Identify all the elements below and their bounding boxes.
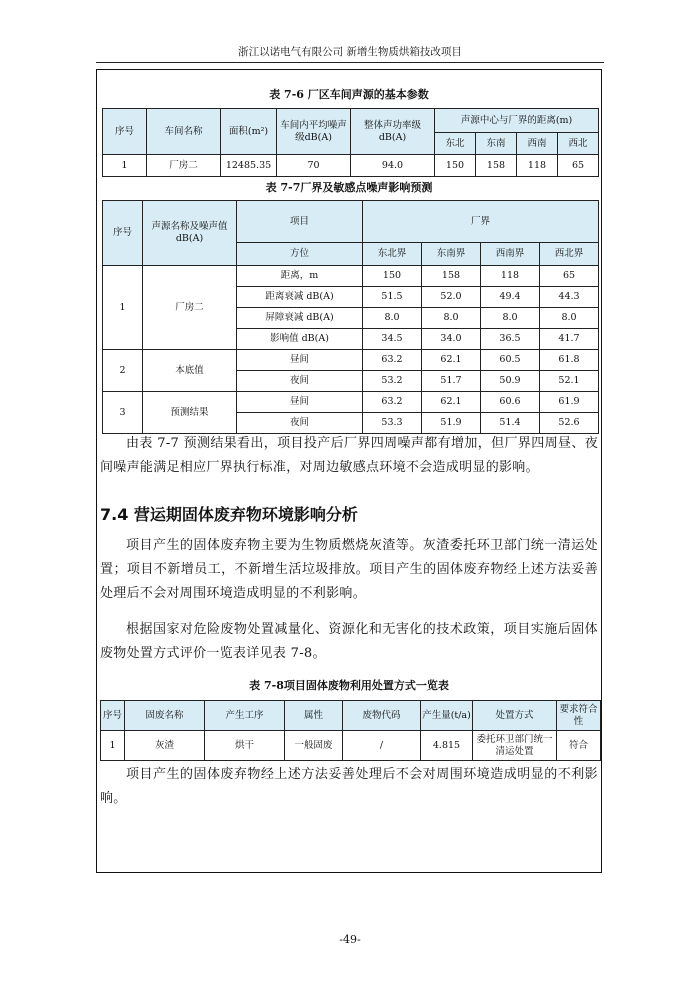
cell: 52.1 — [540, 371, 599, 392]
table-7-6 — [102, 108, 599, 177]
cell: 63.2 — [363, 350, 422, 371]
header-cell: 西北界 — [540, 243, 599, 266]
cell: 60.5 — [481, 350, 540, 371]
cell: 36.5 — [481, 329, 540, 350]
paragraph-policy: 根据国家对危险废物处置减量化、资源化和无害化的技术政策，项目实施后固体废物处置方式评价一览表详见表 7-8。 — [100, 622, 598, 661]
cell: 94.0 — [351, 155, 435, 177]
sub-header-cell: 东南 — [476, 133, 517, 155]
seq-cell: 3 — [103, 392, 143, 434]
header-cell: 车间名称 — [147, 109, 221, 155]
sub-header-cell: 西北 — [558, 133, 599, 155]
cell: 65 — [558, 155, 599, 177]
cell: 150 — [363, 266, 422, 287]
header-cell: 序号 — [103, 109, 147, 155]
cell: 1 — [103, 155, 147, 177]
sub-header-cell: 东北 — [435, 133, 476, 155]
cell: 委托环卫部门统一清运处置 — [473, 731, 557, 761]
cell: 厂房二 — [147, 155, 221, 177]
cell: 51.4 — [481, 413, 540, 434]
cell: 118 — [481, 266, 540, 287]
cell: 41.7 — [540, 329, 599, 350]
cell: 65 — [540, 266, 599, 287]
label-cell: 影响值 dB(A) — [237, 329, 363, 350]
table-row — [101, 731, 601, 761]
cell: 12485.35 — [221, 155, 277, 177]
cell: 158 — [422, 266, 481, 287]
table-7-6-caption: 表 7-6 厂区车间声源的基本参数 — [269, 88, 429, 101]
header-cell: 废物代码 — [343, 701, 421, 731]
table-7-7 — [102, 200, 599, 434]
cell: 53.3 — [363, 413, 422, 434]
header-cell: 西南界 — [481, 243, 540, 266]
cell: 62.1 — [422, 392, 481, 413]
header-cell: 要求符合性 — [557, 701, 601, 731]
cell: 34.5 — [363, 329, 422, 350]
cell: 一般固废 — [285, 731, 343, 761]
table-7-8-caption: 表 7-8项目固体废物利用处置方式一览表 — [249, 679, 449, 692]
header-cell: 属性 — [285, 701, 343, 731]
table-row — [103, 266, 599, 287]
paragraph-solid-waste: 项目产生的固体废弃物主要为生物质燃烧灰渣等。灰渣委托环卫部门统一清运处置；项目不新增员工，不新增生活垃圾排放。项目产生的固体废弃物经上述方法妥善处理后不会对周围环境造成明显的不利影响。 — [100, 538, 598, 601]
page-header: 浙江以诺电气有限公司 新增生物质烘箱技改项目 — [238, 46, 462, 58]
header-cell: 固废名称 — [125, 701, 205, 731]
section-heading: 7.4 营运期固体废弃物环境影响分析 — [100, 505, 358, 524]
table-row — [103, 392, 599, 413]
cell: 52.6 — [540, 413, 599, 434]
cell: 8.0 — [481, 308, 540, 329]
seq-cell: 2 — [103, 350, 143, 392]
cell: 4.815 — [421, 731, 473, 761]
sub-header-cell: 西南 — [517, 133, 558, 155]
cell: 150 — [435, 155, 476, 177]
header-cell: 东北界 — [363, 243, 422, 266]
label-cell: 夜间 — [237, 371, 363, 392]
cell: / — [343, 731, 421, 761]
label-cell: 夜间 — [237, 413, 363, 434]
header-cell: 面积(m²) — [221, 109, 277, 155]
paragraph-closing: 项目产生的固体废弃物经上述方法妥善处理后不会对周围环境造成明显的不利影响。 — [100, 767, 598, 806]
cell: 8.0 — [422, 308, 481, 329]
cell: 51.7 — [422, 371, 481, 392]
cell: 34.0 — [422, 329, 481, 350]
cell: 1 — [101, 731, 125, 761]
cell: 50.9 — [481, 371, 540, 392]
label-cell: 距离衰减 dB(A) — [237, 287, 363, 308]
header-cell: 声源中心与厂界的距离(m) — [435, 109, 599, 133]
cell: 61.8 — [540, 350, 599, 371]
header-rule — [96, 62, 604, 63]
cell: 53.2 — [363, 371, 422, 392]
header-cell: 声源名称及噪声值dB(A) — [143, 201, 237, 266]
cell: 118 — [517, 155, 558, 177]
table-row — [103, 155, 599, 177]
source-cell: 厂房二 — [143, 266, 237, 350]
label-cell: 昼间 — [237, 392, 363, 413]
header-cell: 产生量(t/a) — [421, 701, 473, 731]
header-cell: 项目 — [237, 201, 363, 243]
label-cell: 屏障衰减 dB(A) — [237, 308, 363, 329]
cell: 51.9 — [422, 413, 481, 434]
paragraph-noise-conclusion: 由表 7-7 预测结果看出，项目投产后厂界四周噪声都有增加，但厂界四周昼、夜间噪声能满足相应厂界执行标准，对周边敏感点环境不会造成明显的影响。 — [100, 436, 598, 475]
cell: 158 — [476, 155, 517, 177]
header-cell: 整体声功率级dB(A) — [351, 109, 435, 155]
page-number: -49- — [339, 933, 361, 946]
cell: 51.5 — [363, 287, 422, 308]
cell: 符合 — [557, 731, 601, 761]
cell: 灰渣 — [125, 731, 205, 761]
table-7-8 — [100, 700, 601, 761]
header-cell: 序号 — [101, 701, 125, 731]
table-7-7-caption: 表 7-7厂界及敏感点噪声影响预测 — [265, 181, 433, 194]
header-cell: 方位 — [237, 243, 363, 266]
header-cell: 东南界 — [422, 243, 481, 266]
source-cell: 预测结果 — [143, 392, 237, 434]
cell: 70 — [277, 155, 351, 177]
header-cell: 处置方式 — [473, 701, 557, 731]
cell: 63.2 — [363, 392, 422, 413]
cell: 烘干 — [205, 731, 285, 761]
table-row — [103, 350, 599, 371]
header-cell: 序号 — [103, 201, 143, 266]
cell: 8.0 — [363, 308, 422, 329]
cell: 44.3 — [540, 287, 599, 308]
header-cell: 厂界 — [363, 201, 599, 243]
cell: 61.9 — [540, 392, 599, 413]
cell: 52.0 — [422, 287, 481, 308]
cell: 49.4 — [481, 287, 540, 308]
label-cell: 距离，m — [237, 266, 363, 287]
cell: 62.1 — [422, 350, 481, 371]
header-cell: 车间内平均噪声级dB(A) — [277, 109, 351, 155]
cell: 60.6 — [481, 392, 540, 413]
seq-cell: 1 — [103, 266, 143, 350]
label-cell: 昼间 — [237, 350, 363, 371]
source-cell: 本底值 — [143, 350, 237, 392]
cell: 8.0 — [540, 308, 599, 329]
header-cell: 产生工序 — [205, 701, 285, 731]
